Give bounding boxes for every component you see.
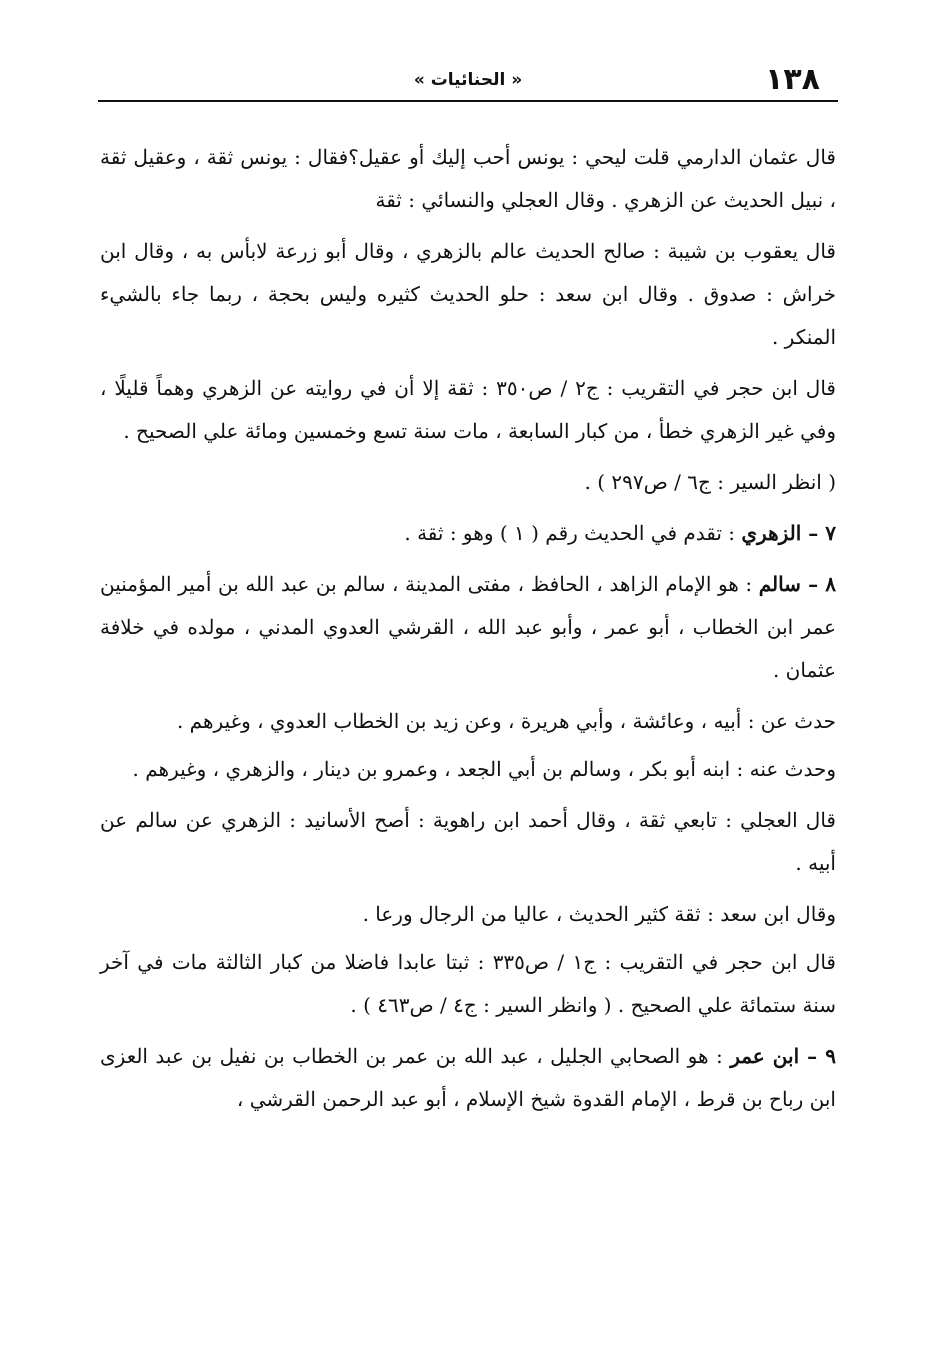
page-number: ١٣٨ xyxy=(765,62,820,97)
page-header xyxy=(98,58,838,102)
paragraph-ibn-hajar-2: قال ابن حجر في التقريب : ج١ / ص٣٣٥ : ثبتا عابدا فاضلا من كبار الثالثة مات في آخر سنة ستمائة علي الصحيح . ( وانظر السير : ج٤ / ص٤٦٣ ) . xyxy=(100,950,836,1017)
paragraph-ibn-sad: وقال ابن سعد : ثقة كثير الحديث ، عاليا من الرجال ورعا . xyxy=(362,902,836,926)
running-title: « الحنائيات » xyxy=(413,70,523,90)
paragraph-ibn-hajar-1: قال ابن حجر في التقريب : ج٢ / ص٣٥٠ : ثقة إلا أن في روايته عن الزهري وهماً قليلًا ، وفي غير الزهري خطأ ، من كبار السابعة ، مات سنة تسع وخمسين ومائة علي الصحيح . xyxy=(100,376,836,443)
page-body xyxy=(100,136,836,1129)
paragraph-yaqub: قال يعقوب بن شيبة : صالح الحديث عالم بالزهري ، وقال أبو زرعة لابأس به ، وقال ابن خراش : صدوق . وقال ابن سعد : حلو الحديث كثيره وليس بحجة ، ربما جاء بالشيء المنكر . xyxy=(100,239,836,349)
paragraph-ijli: قال العجلي : تابعي ثقة ، وقال أحمد ابن راهوية : أصح الأسانيد : الزهري عن سالم عن أبيه . xyxy=(100,808,836,875)
paragraph-narrated-by: وحدث عنه : ابنه أبو بكر ، وسالم بن أبي الجعد ، وعمرو بن دينار ، والزهري ، وغيرهم . xyxy=(132,757,836,781)
paragraph-salim: ٨ – سالم : هو الإمام الزاهد ، الحافظ ، مفتى المدينة ، سالم بن عبد الله بن أمير المؤمنين عمر ابن الخطاب ، أبو عمر ، وأبو عبد الله ، القرشي العدوي المدني ، مولده في خلافة عثمان . xyxy=(100,572,836,682)
paragraph-narrated-from: حدث عن : أبيه ، وعائشة ، وأبي هريرة ، وعن زيد بن الخطاب العدوي ، وغيرهم . xyxy=(176,709,836,733)
entry-heading: ٨ – سالم xyxy=(758,572,836,596)
entry-heading: ٩ – ابن عمر xyxy=(730,1044,836,1068)
paragraph-darimi: قال عثمان الدارمي قلت ليحي : يونس أحب إليك أو عقيل؟فقال : يونس ثقة ، وعقيل ثقة ، نبيل الحديث عن الزهري . وقال العجلي والنسائي : ثقة xyxy=(100,145,836,212)
paragraph-zuhri: ٧ – الزهري : تقدم في الحديث رقم ( ١ ) وهو : ثقة . xyxy=(404,521,836,545)
paragraph-ibn-umar: ٩ – ابن عمر : هو الصحابي الجليل ، عبد الله بن عمر بن الخطاب بن نفيل بن عبد العزى ابن رباح بن قرط ، الإمام القدوة شيخ الإسلام ، أبو عبد الرحمن القرشي ، xyxy=(100,1044,836,1111)
header-divider xyxy=(98,100,838,102)
paragraph-siyar-ref: ( انظر السير : ج٦ / ص٢٩٧ ) . xyxy=(584,470,836,494)
entry-heading: ٧ – الزهري xyxy=(741,521,836,545)
